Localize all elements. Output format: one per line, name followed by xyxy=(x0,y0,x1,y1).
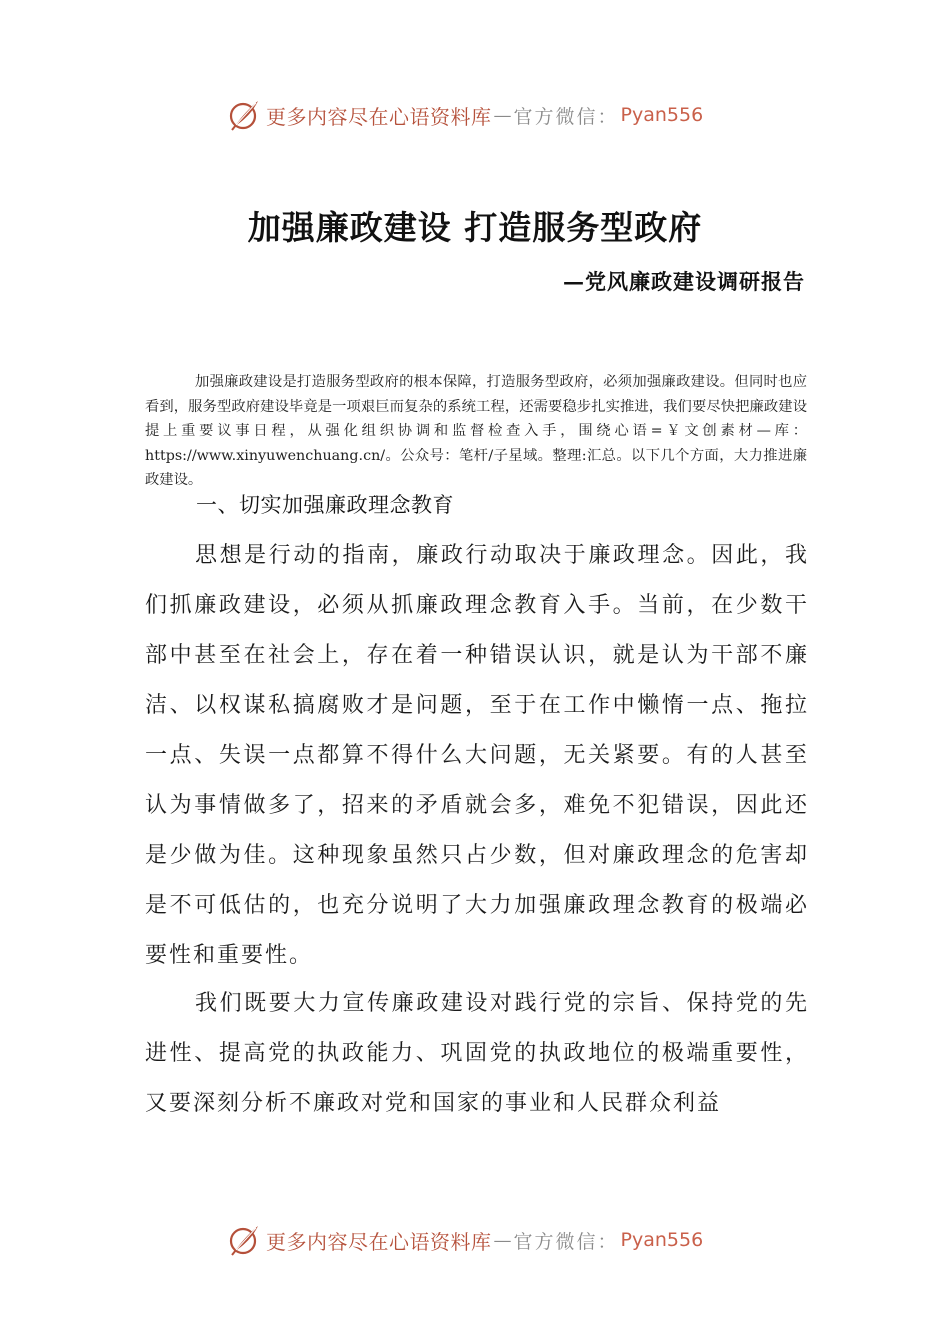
header-banner xyxy=(226,95,746,135)
banner-dash: — xyxy=(493,1229,512,1251)
abstract-paragraph: 加强廉政建设是打造服务型政府的根本保障，打造服务型政府，必须加强廉政建设。但同时也应看到，服务型政府建设毕竟是一项艰巨而复杂的系统工程，还需要稳步扎实推进，我们要尽快把廉政建设提上重要议事日程，从强化组织协调和监督检查入手，围绕心语=￥文创素材—库：https://www.xinyuwenchuang.cn/。公众号：笔杆/子星域。整理:汇总。以下几个方面，大力推进廉政建设。 xyxy=(145,374,807,489)
banner-dash: — xyxy=(493,104,512,126)
banner-slogan: 更多内容尽在心语资料库 xyxy=(266,104,492,129)
banner-wechat-id: Pyan556 xyxy=(620,104,704,126)
document-subtitle: —党风廉政建设调研报告 xyxy=(563,269,805,294)
banner-slogan: 更多内容尽在心语资料库 xyxy=(266,1229,492,1254)
feather-quill-logo-icon xyxy=(226,97,262,133)
footer-banner xyxy=(226,1220,746,1260)
feather-quill-logo-icon xyxy=(226,1222,262,1258)
document-title: 加强廉政建设 打造服务型政府 xyxy=(247,208,703,247)
body-paragraph-1: 思想是行动的指南，廉政行动取决于廉政理念。因此，我们抓廉政建设，必须从抓廉政理念教育入手。当前，在少数干部中甚至在社会上，存在着一种错误认识，就是认为干部不廉洁、以权谋私搞腐败才是问题，至于在工作中懒惰一点、拖拉一点、失误一点都算不得什么大问题，无关紧要。有的人甚至认为事情做多了，招来的矛盾就会多，难免不犯错误，因此还是少做为佳。这种现象虽然只占少数，但对廉政理念的危害却是不可低估的，也充分说明了大力加强廉政理念教育的极端必要性和重要性。 xyxy=(145,543,809,968)
banner-wechat-id: Pyan556 xyxy=(620,1229,704,1251)
banner-wechat-label: 官方微信： xyxy=(513,1230,619,1253)
banner-wechat-label: 官方微信： xyxy=(513,105,619,128)
body-paragraph-2: 我们既要大力宣传廉政建设对践行党的宗旨、保持党的先进性、提高党的执政能力、巩固党的执政地位的极端重要性，又要深刻分析不廉政对党和国家的事业和人民群众利益 xyxy=(145,991,809,1116)
section-heading: 一、切实加强廉政理念教育 xyxy=(196,493,454,517)
